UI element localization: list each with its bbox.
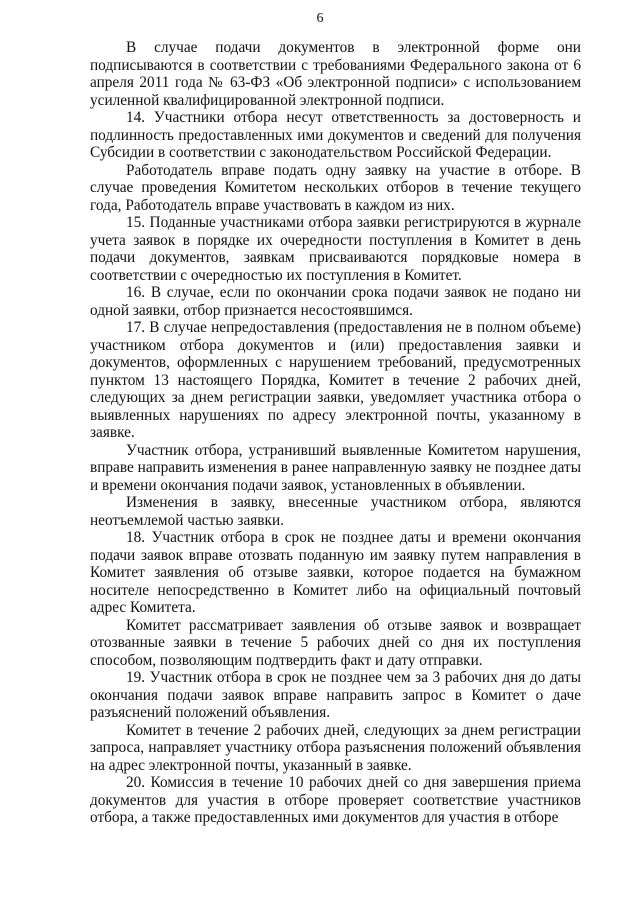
paragraph-17: 17. В случае непредоставления (предоставления не в полном объеме) участником отбора документов и (или) предоставления заявки и документов, оформленных с нарушением требований, предусмотренных пунктом 13 настоящего Порядка, Комитет в течение 2 рабочих дней, следующих за днем регистрации заявки, уведомляет участника отбора о выявленных нарушениях по адресу электронной почты, указанному в заявке. <box>90 319 581 441</box>
paragraph-20: 20. Комиссия в течение 10 рабочих дней со дня завершения приема документов для участия в отборе проверяет соответствие участников отбора, а также предоставленных ими документов для участия в отборе <box>90 774 581 826</box>
paragraph-withdrawal-review: Комитет рассматривает заявления об отзыве заявок и возвращает отозванные заявки в течение 5 рабочих дней со дня их поступления способом, позволяющим подтвердить факт и дату отправки. <box>90 616 581 669</box>
paragraph-18: 18. Участник отбора в срок не позднее даты и времени окончания подачи заявок вправе отозвать поданную им заявку путем направления в Комитет заявления об отзыве заявки, которое подается на бумажном носителе непосредственно в Комитет либо на официальный почтовый адрес Комитета. <box>90 529 581 616</box>
paragraph-16: 16. В случае, если по окончании срока подачи заявок не подано ни одной заявки, отбор признается несостоявшимся. <box>90 284 581 319</box>
document-body <box>90 39 581 827</box>
paragraph-application-changes: Изменения в заявку, внесенные участником отбора, являются неотъемлемой частью заявки. <box>90 494 581 529</box>
paragraph-19: 19. Участник отбора в срок не позднее чем за 3 рабочих дня до даты окончания подачи заявок вправе направить запрос в Комитет о даче разъяснений положений объявления. <box>90 669 581 721</box>
paragraph-14: 14. Участники отбора несут ответственность за достоверность и подлинность предоставленных ими документов и сведений для получения Субсидии в соответствии с законодательством Российской Федерации. <box>90 109 581 161</box>
paragraph-employer-application: Работодатель вправе подать одну заявку на участие в отборе. В случае проведения Комитетом нескольких отборов в течение текущего года, Работодатель вправе участвовать в каждом из них. <box>90 161 581 214</box>
paragraph-clarification-response: Комитет в течение 2 рабочих дней, следующих за днем регистрации запроса, направляет участнику отбора разъяснения положений объявления на адрес электронной почты, указанный в заявке. <box>90 721 581 774</box>
paragraph-electronic-signature: В случае подачи документов в электронной форме они подписываются в соответствии с требованиями Федерального закона от 6 апреля 2011 года № 63-ФЗ «Об электронной подписи» с использованием усиленной квалифицированной электронной подписи. <box>90 39 581 109</box>
page-number: 6 <box>316 11 324 26</box>
paragraph-15: 15. Поданные участниками отбора заявки регистрируются в журнале учета заявок в порядке их очередности поступления в Комитет в день подачи документов, заявкам присваиваются порядковые номера в соответствии с очередностью их поступления в Комитет. <box>90 214 581 284</box>
paragraph-participant-corrections: Участник отбора, устранивший выявленные Комитетом нарушения, вправе направить изменения в ранее направленную заявку не позднее даты и времени окончания подачи заявок, установленных в объявлении. <box>90 441 581 494</box>
